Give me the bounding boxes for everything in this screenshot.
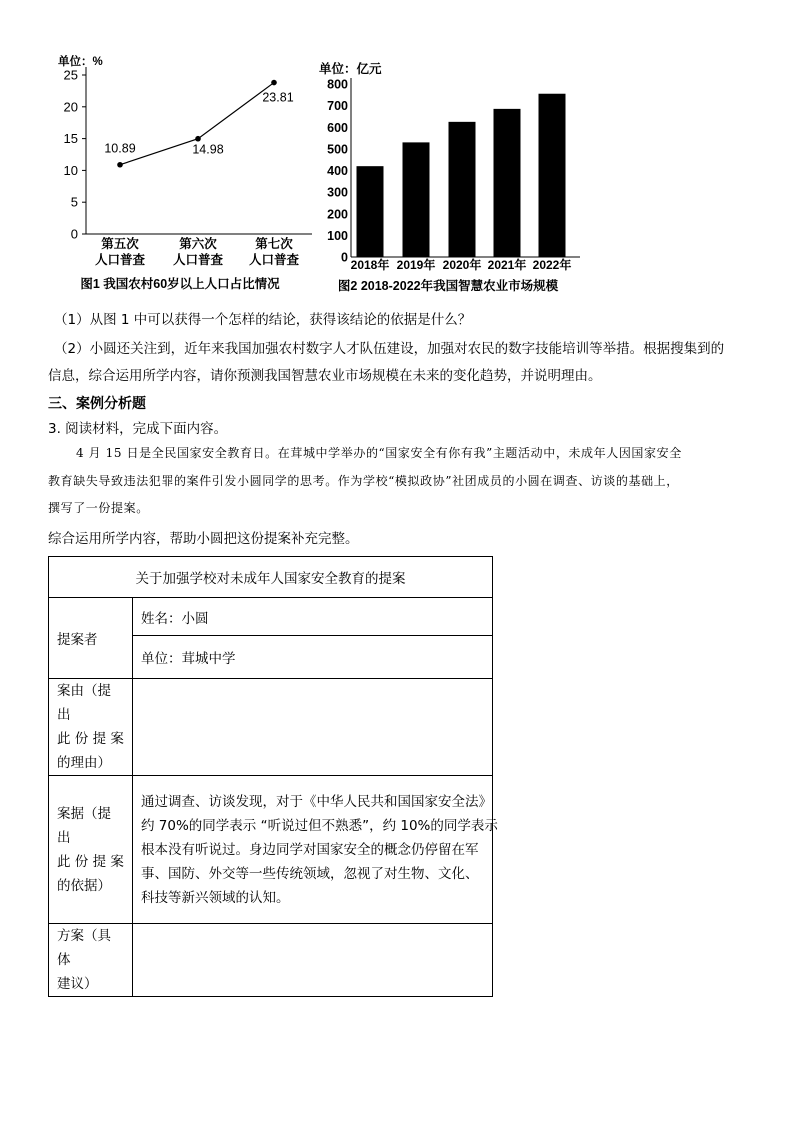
line-chart [50,50,320,300]
plan-label-line: 建议） [57,976,98,992]
proposer-name-cell [133,598,493,636]
basis-label-line: 此 份 提 案 [57,853,124,870]
instruction: 综合运用所学内容，帮助小圆把这份提案补充完整。 [48,531,359,547]
y-tick-label: 600 [327,120,348,135]
figure1-caption: 图1 我国农村60岁以上人口占比情况 [80,277,280,291]
y-tick-label: 400 [327,164,348,178]
x-category-label: 第六次 [179,237,217,251]
data-label: 14.98 [192,142,224,157]
proposer-label: 提案者 [57,632,98,648]
bar [357,166,384,257]
bar [449,122,476,257]
plan-answer-cell[interactable] [133,924,493,997]
proposal-title: 关于加强学校对未成年人国家安全教育的提案 [49,557,493,598]
question-2-line2: 信息，综合运用所学内容，请你预测我国智慧农业市场规模在未来的变化趋势，并说明理由。 [48,368,602,384]
y-tick-label: 10 [63,162,78,178]
data-point [271,80,277,86]
y-tick-label: 100 [327,228,348,243]
question-1: （1）从图 1 中可以获得一个怎样的结论，获得该结论的依据是什么？ [54,312,472,328]
basis-content-line: 科技等新兴领域的认知。 [141,889,290,906]
y-tick-label: 0 [70,226,78,242]
bar-chart-unit-label: 单位：亿元 [319,62,382,76]
figure2-caption: 图2 2018-2022年我国智慧农业市场规模 [337,279,559,293]
bar [539,94,566,257]
proposer-unit-cell [133,636,493,679]
x-category-label: 2021年 [487,258,527,272]
x-category-label: 人口普查 [172,253,224,267]
x-category-label: 2018年 [350,258,390,272]
data-point [117,162,123,168]
x-category-label: 人口普查 [248,253,300,267]
section-title: 三、案例分析题 [48,396,146,412]
question-2-line1: （2）小圆还关注到，近年来我国加强农村数字人才队伍建设，加强对农民的数字技能培训等举措。根据搜集到的 [54,341,725,357]
material-line2: 教育缺失导致违法犯罪的案件引发小圆同学的思考。作为学校“模拟政协”社团成员的小圆在调查、访谈的基础上， [48,474,679,488]
reason-answer-cell[interactable] [133,679,493,776]
plan-label-cell [49,924,133,997]
basis-label-line: 的依据） [57,877,111,894]
y-tick-label: 25 [63,67,78,83]
x-category-label: 2022年 [532,258,572,272]
y-tick-label: 200 [327,207,348,222]
plan-label-line: 方案（具体 [57,928,111,968]
basis-content-line: 事、国防、外交等一些传统领域，忽视了对生物、文化、 [141,865,479,882]
y-tick-label: 20 [63,99,78,115]
reason-label-line: 的理由） [57,755,111,771]
proposer-label-cell [49,598,133,679]
basis-label-line: 案据（提出 [57,805,111,846]
bar-chart [318,56,594,300]
y-tick-label: 700 [327,99,348,114]
data-label: 23.81 [262,90,294,105]
x-category-label: 2020年 [442,258,482,272]
basis-content-line: 根本没有听说过。身边同学对国家安全的概念仍停留在军 [141,841,479,858]
basis-label-cell [49,776,133,924]
reason-label-cell [49,679,133,776]
x-category-label: 2019年 [396,258,436,272]
bar [403,142,430,257]
question-3-prompt: 3. 阅读材料，完成下面内容。 [48,421,228,437]
proposer-name: 姓名：小圆 [141,610,209,627]
basis-content-line: 通过调查、访谈发现，对于《中华人民共和国国家安全法》 [141,793,492,810]
y-tick-label: 500 [327,142,348,157]
y-tick-label: 300 [327,185,348,200]
material-line3: 撰写了一份提案。 [48,501,149,515]
data-point [195,136,201,142]
data-label: 10.89 [104,141,136,156]
x-category-label: 人口普查 [94,253,146,267]
reason-label-line: 案由（提出 [57,683,111,723]
proposer-unit: 单位：茸城中学 [141,651,236,667]
basis-content-cell [133,776,498,924]
x-category-label: 第七次 [255,237,293,251]
y-tick-label: 15 [63,131,78,147]
x-category-label: 第五次 [101,237,139,251]
bar [494,109,521,257]
basis-content-line: 约 70%的同学表示 “听说过但不熟悉”，约 10%的同学表示 [141,817,498,834]
y-tick-label: 5 [70,194,78,210]
y-tick-label: 800 [327,77,348,92]
material-line1: 4 月 15 日是全民国家安全教育日。在茸城中学举办的“国家安全有你有我”主题活动中，未成年人因国家安全 [76,446,682,460]
line-chart-unit-label: 单位：% [58,56,103,68]
proposal-table [48,556,498,997]
reason-label-line: 此 份 提 案 [57,731,124,747]
y-tick-label: 0 [341,250,348,265]
